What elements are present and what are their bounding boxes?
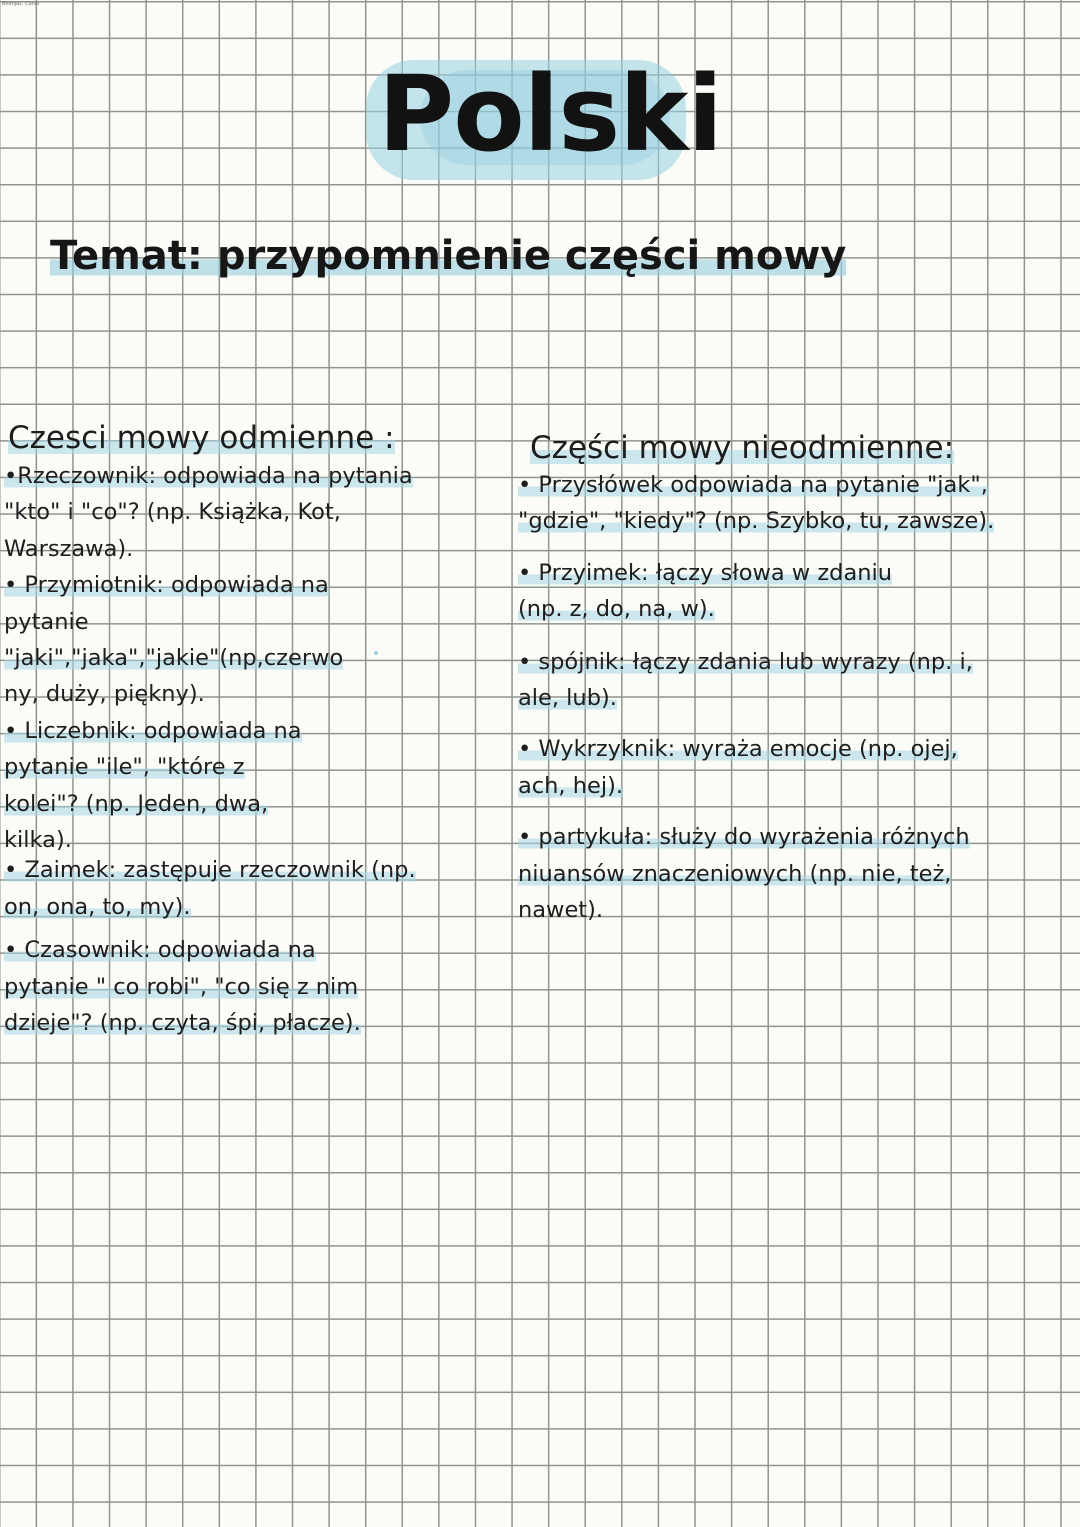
line: • Zaimek: zastępuje rzeczownik (np. <box>4 857 416 884</box>
list-item <box>4 531 444 567</box>
list-item <box>4 749 444 785</box>
corner-label: Biomjaz. Conlo <box>2 1 40 7</box>
list-item <box>4 676 444 712</box>
line: kolei"? (np. Jeden, dwa, <box>4 790 269 817</box>
list-item <box>518 644 1058 680</box>
left-column-heading <box>8 420 395 457</box>
line: Warszawa). <box>4 535 134 562</box>
line: "kto" i "co"? (np. Książka, Kot, <box>4 499 341 526</box>
line: ny, duży, piękny). <box>4 681 205 708</box>
line: (np. z, do, na, w). <box>518 596 715 623</box>
left-heading-text: Czesci mowy odmienne : <box>8 420 395 456</box>
list-item <box>4 786 444 822</box>
right-column-body <box>518 467 1058 928</box>
list-item <box>518 680 1058 716</box>
line: • Liczebnik: odpowiada na <box>4 717 302 744</box>
line: on, ona, to, my). <box>4 893 191 920</box>
spacer <box>518 628 1058 644</box>
list-item <box>4 889 444 925</box>
list-item <box>4 640 444 676</box>
topic-heading <box>50 232 846 280</box>
line: ale, lub). <box>518 685 617 712</box>
line: • Przysłówek odpowiada na pytanie "jak", <box>518 472 988 498</box>
line: niuansów znaczeniowych (np. nie, też, <box>518 860 952 887</box>
list-item <box>518 555 1058 591</box>
line: •Rzeczownik: odpowiada na pytania <box>4 463 413 489</box>
line: pytanie <box>4 608 89 635</box>
list-item <box>518 467 1058 503</box>
list-item <box>4 969 444 1005</box>
list-item <box>4 932 444 968</box>
spacer <box>518 804 1058 819</box>
line: pytanie " co robi", "co się z nim <box>4 973 359 1000</box>
page-title: Polski <box>378 53 723 175</box>
line: • Czasownik: odpowiada na <box>4 937 316 964</box>
spacer <box>518 540 1058 555</box>
list-item <box>518 892 1058 928</box>
list-item <box>4 604 444 640</box>
line: kilka). <box>4 827 72 854</box>
ink-dot <box>374 651 378 655</box>
list-item <box>518 819 1058 855</box>
list-item <box>518 856 1058 892</box>
line: • spójnik: łączy zdania lub wyrazy (np. i, <box>518 648 973 675</box>
line: pytanie "ile", "które z <box>4 754 245 781</box>
line: "jaki","jaka","jakie"(np,czerwo <box>4 645 344 672</box>
list-item <box>4 1005 444 1041</box>
line: • partykuła: służy do wyrażenia różnych <box>518 824 970 851</box>
list-item <box>518 768 1058 804</box>
list-item <box>4 713 444 749</box>
list-item <box>4 494 444 530</box>
left-column-body <box>4 458 444 1042</box>
line: • Wykrzyknik: wyraża emocje (np. ojej, <box>518 736 958 763</box>
line: dzieje"? (np. czyta, śpi, płacze). <box>4 1010 361 1037</box>
topic-text: Temat: przypomnienie części mowy <box>50 233 847 279</box>
list-item <box>4 458 444 494</box>
spacer <box>518 716 1058 731</box>
right-column-heading <box>530 430 954 467</box>
right-heading-text: Części mowy nieodmienne: <box>530 430 955 466</box>
line: • Przymiotnik: odpowiada na <box>4 572 329 599</box>
line: ach, hej). <box>518 772 624 799</box>
list-item <box>518 503 1058 539</box>
line: nawet). <box>518 897 604 924</box>
line: "gdzie", "kiedy"? (np. Szybko, tu, zawsze). <box>518 508 995 535</box>
list-item <box>518 731 1058 767</box>
line: • Przyimek: łączy słowa w zdaniu <box>518 559 893 586</box>
list-item <box>518 591 1058 627</box>
list-item <box>4 852 444 888</box>
list-item <box>4 567 444 603</box>
